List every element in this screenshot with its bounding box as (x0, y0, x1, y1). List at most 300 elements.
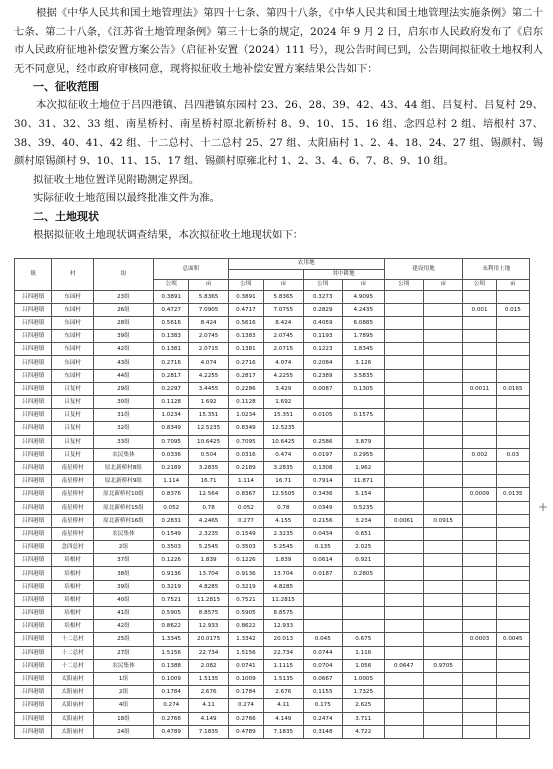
table-cell: 吕四港镇 (15, 303, 52, 316)
table-cell (496, 607, 529, 620)
table-cell: 23组 (93, 290, 153, 303)
table-cell: 18组 (93, 712, 153, 725)
table-cell (463, 686, 496, 699)
table-cell (463, 725, 496, 738)
header-unit-ha: 公顷 (463, 280, 496, 291)
table-row (15, 435, 530, 448)
table-cell: 2.3235 (189, 527, 228, 540)
table-cell: 0.9136 (154, 567, 189, 580)
table-cell: 11.2815 (264, 593, 303, 606)
table-cell: 11.871 (342, 475, 384, 488)
table-cell: 0.5235 (342, 501, 384, 514)
table-cell: 吕四港镇 (15, 475, 52, 488)
table-cell (496, 435, 529, 448)
table-cell (463, 541, 496, 554)
table-cell: 十二总村 (52, 646, 94, 659)
table-cell: 24组 (93, 725, 153, 738)
table-cell (384, 633, 423, 646)
table-row (15, 633, 530, 646)
table-cell (496, 699, 529, 712)
table-cell: 0.9136 (228, 567, 263, 580)
table-cell (384, 620, 423, 633)
table-cell: 吕四港镇 (15, 382, 52, 395)
table-cell (463, 330, 496, 343)
table-cell: 原北新桥村9组 (93, 475, 153, 488)
table-cell: 0.2286 (228, 382, 263, 395)
header-total-area: 总面积 (154, 259, 229, 280)
table-cell: 44组 (93, 369, 153, 382)
table-cell (423, 461, 462, 474)
table-cell (423, 686, 462, 699)
table-cell (384, 422, 423, 435)
table-cell: 0.0009 (463, 488, 496, 501)
table-cell: 0.0011 (463, 382, 496, 395)
table-cell (423, 501, 462, 514)
table-cell (384, 527, 423, 540)
table-cell: 十二总村 (52, 633, 94, 646)
table-cell: 吕四港镇 (15, 712, 52, 725)
table-cell: 吕四港镇 (15, 646, 52, 659)
table-cell: 0.8622 (154, 620, 189, 633)
table-cell: 3.5835 (342, 369, 384, 382)
table-cell: 南星桥村 (52, 514, 94, 527)
table-cell: 培根村 (52, 593, 94, 606)
table-cell (496, 672, 529, 685)
table-body (15, 290, 530, 738)
table-cell (496, 646, 529, 659)
table-cell: 吕四港镇 (15, 501, 52, 514)
table-cell: 0.8349 (154, 422, 189, 435)
table-cell: 十二总村 (52, 659, 94, 672)
table-cell: 1.114 (228, 475, 263, 488)
table-cell (496, 725, 529, 738)
table-row (15, 699, 530, 712)
table-cell: 0.1009 (154, 672, 189, 685)
table-cell: 10.6425 (189, 435, 228, 448)
table-cell: 4.2255 (189, 369, 228, 382)
table-row (15, 659, 530, 672)
table-cell: 原北新桥村8组 (93, 461, 153, 474)
table-cell: 吕四港镇 (15, 567, 52, 580)
table-cell: 太阳庙村 (52, 725, 94, 738)
table-cell: 7.1835 (189, 725, 228, 738)
table-cell (463, 461, 496, 474)
header-group: 组 (93, 259, 153, 291)
table-cell (463, 593, 496, 606)
table-cell: 0.0187 (303, 567, 342, 580)
header-unit-ha: 公顷 (303, 280, 342, 291)
table-cell (423, 607, 462, 620)
table-cell (423, 435, 462, 448)
table-cell (423, 646, 462, 659)
table-cell: 0.3273 (303, 290, 342, 303)
table-cell: 2.625 (342, 699, 384, 712)
table-cell (496, 686, 529, 699)
table-cell: 1.1115 (264, 659, 303, 672)
header-unit-mu: 亩 (423, 280, 462, 291)
table-cell (463, 369, 496, 382)
table-cell (423, 409, 462, 422)
table-cell (384, 330, 423, 343)
table-cell: 1.114 (154, 475, 189, 488)
table-cell: 12.5235 (264, 422, 303, 435)
table-cell: 0.1226 (154, 554, 189, 567)
table-cell (384, 501, 423, 514)
table-cell: 12.5505 (264, 488, 303, 501)
table-cell (384, 409, 423, 422)
table-cell: 0.5905 (228, 607, 263, 620)
table-cell (384, 607, 423, 620)
table-cell (496, 712, 529, 725)
table-cell: 0.1009 (228, 672, 263, 685)
table-cell: 0.03 (496, 448, 529, 461)
table-cell: 41组 (93, 607, 153, 620)
table-cell: 11.2815 (189, 593, 228, 606)
table-cell: 0.2805 (342, 567, 384, 580)
table-cell: 43组 (93, 356, 153, 369)
table-cell: 东园村 (52, 316, 94, 329)
table-cell (384, 712, 423, 725)
header-unused: 未利用土地 (463, 259, 530, 280)
table-cell (463, 316, 496, 329)
table-cell (342, 607, 384, 620)
table-cell (463, 409, 496, 422)
table-cell (496, 659, 529, 672)
table-cell: 0.1784 (228, 686, 263, 699)
table-cell (496, 580, 529, 593)
table-cell: 0.0165 (496, 382, 529, 395)
section2-body: 根据拟征收土地现状调查结果，本次拟征收土地现状如下： (33, 228, 304, 241)
table-cell: 吕四港镇 (15, 435, 52, 448)
table-cell: 4.11 (264, 699, 303, 712)
table-cell: 0.1784 (154, 686, 189, 699)
table-cell: 0.2831 (154, 514, 189, 527)
table-cell: 培根村 (52, 607, 94, 620)
table-cell: 2.0715 (264, 343, 303, 356)
table-cell (423, 369, 462, 382)
table-cell: 0.1128 (154, 396, 189, 409)
table-cell (496, 422, 529, 435)
header-unit-ha: 公顷 (228, 280, 263, 291)
table-row (15, 541, 530, 554)
table-cell: 42组 (93, 620, 153, 633)
table-cell (423, 567, 462, 580)
header-unit-mu: 亩 (496, 280, 529, 291)
table-cell: 26组 (93, 303, 153, 316)
table-cell: 1.5135 (189, 672, 228, 685)
table-cell (463, 396, 496, 409)
table-cell (384, 356, 423, 369)
table-cell (423, 303, 462, 316)
table-cell: 吕四港镇 (15, 554, 52, 567)
table-cell: 3.711 (342, 712, 384, 725)
table-cell: 0.7521 (154, 593, 189, 606)
table-cell: 0.2817 (154, 369, 189, 382)
table-cell: 0.0045 (496, 633, 529, 646)
table-cell (496, 290, 529, 303)
table-cell: 3.2835 (189, 461, 228, 474)
table-cell (496, 330, 529, 343)
table-cell (496, 356, 529, 369)
intro-paragraph: 根据《中华人民共和国土地管理法》第四十七条、第四十八条，《中华人民共和国土地管理法实施条例》第二十七条、第二十八条，《江苏省土地管理条例》第三十七条的规定，2024 年 9 月 2 日，启东市人民政府发布了《启东市人民政府征地补偿安置方案公告》（启征补安置（2024）111 号），现公告时间已到，公告期间拟征收土地权利人无不同意见，经市政府审核同意，现将拟征收土地补偿安置方案结果公告如下： (14, 7, 543, 75)
table-cell (463, 290, 496, 303)
table-row (15, 712, 530, 725)
table-cell: 1.839 (264, 554, 303, 567)
table-row (15, 593, 530, 606)
table-cell: 0.78 (264, 501, 303, 514)
table-cell (384, 369, 423, 382)
table-cell (423, 343, 462, 356)
table-cell: 0.0647 (384, 659, 423, 672)
table-cell: 0.2156 (303, 514, 342, 527)
table-cell: 太阳庙村 (52, 699, 94, 712)
table-cell: 0.1155 (303, 686, 342, 699)
table-cell: 吕四港镇 (15, 527, 52, 540)
table-cell (423, 620, 462, 633)
table-row (15, 330, 530, 343)
table-cell (423, 541, 462, 554)
table-cell: 南星桥村 (52, 527, 94, 540)
table-cell (423, 448, 462, 461)
table-cell: 0.7095 (154, 435, 189, 448)
table-cell (342, 422, 384, 435)
table-cell: 2组 (93, 686, 153, 699)
table-cell: 15.351 (264, 409, 303, 422)
table-cell: 0.2474 (303, 712, 342, 725)
header-construction: 建设用地 (384, 259, 463, 280)
table-cell: 念四总村 (52, 541, 94, 554)
table-row (15, 501, 530, 514)
table-cell (423, 356, 462, 369)
table-cell (423, 475, 462, 488)
table-cell: 40组 (93, 593, 153, 606)
table-cell: 0.1305 (342, 382, 384, 395)
table-cell: 10.6425 (264, 435, 303, 448)
table-row (15, 356, 530, 369)
table-cell (496, 461, 529, 474)
table-cell (384, 541, 423, 554)
table-row (15, 343, 530, 356)
table-cell (496, 343, 529, 356)
table-cell: 0.274 (228, 699, 263, 712)
table-cell: 0.0349 (303, 501, 342, 514)
table-cell (423, 725, 462, 738)
table-cell: 1.8345 (342, 343, 384, 356)
table-row (15, 422, 530, 435)
table-cell: 0.2189 (228, 461, 263, 474)
table-cell: 0.0336 (154, 448, 189, 461)
table-cell: 培根村 (52, 567, 94, 580)
table-cell: 吕四港镇 (15, 396, 52, 409)
table-cell: 1.056 (342, 659, 384, 672)
table-cell: 0.274 (154, 699, 189, 712)
table-row (15, 396, 530, 409)
table-cell: 38组 (93, 567, 153, 580)
table-cell (423, 699, 462, 712)
table-cell: 0.5616 (228, 316, 263, 329)
document-page (0, 0, 553, 245)
table-cell: 吕四港镇 (15, 725, 52, 738)
table-cell (463, 607, 496, 620)
table-cell: 3.234 (342, 514, 384, 527)
table-cell: 0.4789 (228, 725, 263, 738)
table-cell: 0.0741 (228, 659, 263, 672)
header-agri-land: 农用地 (228, 259, 384, 270)
table-cell: 2.082 (189, 659, 228, 672)
table-cell: 0.052 (154, 501, 189, 514)
section1-title: 一、征收范围 (33, 80, 99, 94)
table-cell (463, 699, 496, 712)
table-cell: 22.734 (189, 646, 228, 659)
table-cell: 1.5156 (154, 646, 189, 659)
table-cell (463, 580, 496, 593)
table-cell (384, 567, 423, 580)
table-cell (384, 488, 423, 501)
table-cell: 吕四港镇 (15, 607, 52, 620)
table-cell: 15.351 (189, 409, 228, 422)
table-cell: 2.676 (264, 686, 303, 699)
table-cell (423, 633, 462, 646)
table-cell: 0.474 (264, 448, 303, 461)
table-cell: 吕四港镇 (15, 541, 52, 554)
table-cell: 8.424 (189, 316, 228, 329)
table-cell: 0.3436 (303, 488, 342, 501)
table-row (15, 316, 530, 329)
table-cell: 20.013 (264, 633, 303, 646)
table-cell: 0.1193 (303, 330, 342, 343)
table-cell: 培根村 (52, 554, 94, 567)
table-cell: 吕四港镇 (15, 330, 52, 343)
table-cell (423, 396, 462, 409)
table-cell: 4.2465 (189, 514, 228, 527)
table-cell: 南星桥村 (52, 488, 94, 501)
table-cell (384, 448, 423, 461)
table-cell: 吕复村 (52, 448, 94, 461)
table-cell: 0.1226 (228, 554, 263, 567)
table-cell: 31组 (93, 409, 153, 422)
table-cell: 16.71 (189, 475, 228, 488)
table-cell: 3.2835 (264, 461, 303, 474)
table-cell: 吕复村 (52, 396, 94, 409)
table-cell: 原北新桥村10组 (93, 488, 153, 501)
table-cell: 1.3342 (228, 633, 263, 646)
table-cell: 吕四港镇 (15, 580, 52, 593)
table-cell (496, 501, 529, 514)
table-cell: 0.1388 (154, 659, 189, 672)
table-cell: 吕四港镇 (15, 593, 52, 606)
table-cell (463, 712, 496, 725)
table-cell: 1.0234 (228, 409, 263, 422)
table-row (15, 514, 530, 527)
table-cell: 吕四港镇 (15, 514, 52, 527)
table-cell (496, 620, 529, 633)
table-cell: 2.0745 (189, 330, 228, 343)
table-row (15, 369, 530, 382)
table-cell: 0.0614 (303, 554, 342, 567)
table-cell (384, 435, 423, 448)
section2-title: 二、土地现状 (33, 209, 99, 223)
table-cell: 4.149 (264, 712, 303, 725)
table-cell: 3.126 (342, 356, 384, 369)
table-cell: 4.155 (264, 514, 303, 527)
table-cell: 农民集体 (93, 448, 153, 461)
table-cell: 吕四港镇 (15, 659, 52, 672)
table-cell: 0.3219 (154, 580, 189, 593)
table-row (15, 686, 530, 699)
table-cell (463, 620, 496, 633)
table-cell (384, 343, 423, 356)
table-cell: 42组 (93, 343, 153, 356)
table-cell: 太阳庙村 (52, 672, 94, 685)
table-cell: 0.1381 (154, 343, 189, 356)
table-cell: 1.839 (189, 554, 228, 567)
table-cell: 12.933 (264, 620, 303, 633)
table-cell: 2组 (93, 541, 153, 554)
header-unit-ha: 公顷 (154, 280, 189, 291)
table-cell (384, 699, 423, 712)
table-cell: 0.7095 (228, 435, 263, 448)
table-cell (463, 646, 496, 659)
table-cell: 0.0197 (303, 448, 342, 461)
table-cell: 太阳庙村 (52, 686, 94, 699)
table-cell: 0.1128 (228, 396, 263, 409)
table-cell: 吕四港镇 (15, 356, 52, 369)
table-cell: 1.3345 (154, 633, 189, 646)
table-cell: 吕四港镇 (15, 699, 52, 712)
table-cell: 5.2545 (264, 541, 303, 554)
table-cell (423, 422, 462, 435)
table-cell (463, 514, 496, 527)
table-row (15, 580, 530, 593)
table-cell: 0.0087 (303, 382, 342, 395)
table-cell: 0.3891 (228, 290, 263, 303)
table-cell: 0.1383 (154, 330, 189, 343)
table-cell: 吕四港镇 (15, 369, 52, 382)
table-cell: 13.704 (189, 567, 228, 580)
table-cell (342, 593, 384, 606)
table-cell: 30组 (93, 396, 153, 409)
table-cell (423, 488, 462, 501)
table-cell: 0.2766 (154, 712, 189, 725)
table-cell: 2.3235 (264, 527, 303, 540)
table-cell (303, 593, 342, 606)
table-cell (463, 422, 496, 435)
table-cell: 吕复村 (52, 435, 94, 448)
table-cell (303, 396, 342, 409)
table-cell: 0.1381 (228, 343, 263, 356)
table-cell (463, 475, 496, 488)
table-cell: 0.2084 (303, 356, 342, 369)
table-cell (423, 554, 462, 567)
table-cell: 0.2389 (303, 369, 342, 382)
table-cell (423, 382, 462, 395)
table-cell: 吕四港镇 (15, 448, 52, 461)
table-cell: 0.8376 (154, 488, 189, 501)
table-cell: 37组 (93, 554, 153, 567)
table-cell: 0.0105 (303, 409, 342, 422)
add-icon[interactable]: + (538, 500, 549, 514)
table-cell: 0.045 (303, 633, 342, 646)
section1-note2: 实际征收土地范围以最终批准文件为准。 (33, 192, 221, 205)
table-cell: 南星桥村 (52, 475, 94, 488)
table-cell: 39组 (93, 330, 153, 343)
table-cell: 0.2829 (303, 303, 342, 316)
table-cell (463, 356, 496, 369)
table-cell (463, 343, 496, 356)
table-cell (496, 567, 529, 580)
table-cell: 0.175 (303, 699, 342, 712)
table-cell: 5.154 (342, 488, 384, 501)
